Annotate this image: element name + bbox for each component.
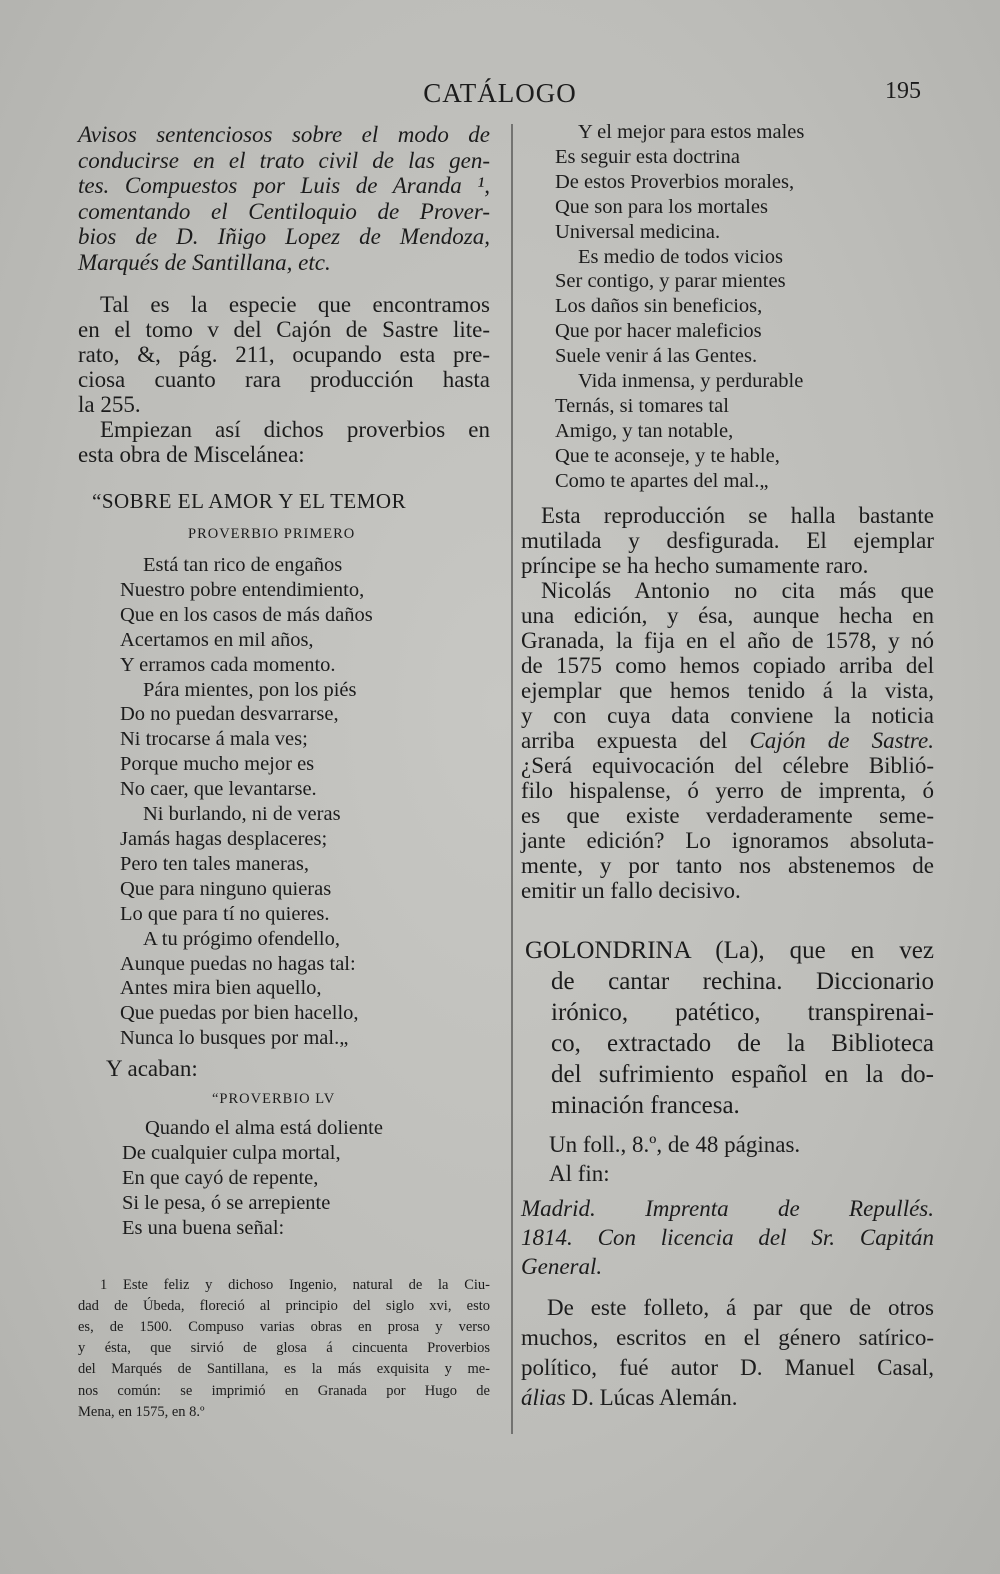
title-line: conducirse en el trato civil de las gen-: [78, 147, 490, 173]
italic-title-run: Cajón de Sastre.: [749, 727, 934, 753]
paragraph-line: esta obra de Miscelánea:: [78, 442, 305, 467]
imprint: [521, 1194, 934, 1281]
footnote-line: 1 Este feliz y dichoso Ingenio, natural de la Ciu-: [100, 1276, 490, 1293]
verse-line: Antes mira bien aquello,: [120, 977, 322, 1000]
verse-line: Nuestro pobre entendimiento,: [120, 578, 365, 601]
entry-title: [78, 122, 490, 275]
paragraph-line: muchos, escritos en el género satírico-: [521, 1324, 934, 1350]
verse-line: Ser contigo, y parar mientes: [555, 270, 786, 293]
paragraph-line: príncipe se ha hecho sumamente raro.: [521, 552, 869, 578]
title-line: comentando el Centiloquio de Prover-: [78, 198, 490, 224]
verse-line: En que cayó de repente,: [122, 1166, 319, 1189]
entry-line: irónico, patético, transpirenai-: [551, 998, 934, 1026]
verse-line: Acertamos en mil años,: [120, 628, 314, 651]
verse-line: Universal medicina.: [555, 220, 721, 243]
title-line: tes. Compuestos por Luis de Aranda ¹,: [78, 173, 490, 198]
verse-line: Y erramos cada momento.: [120, 653, 336, 676]
paragraph-line: y con cuya data conviene la noticia: [521, 702, 934, 728]
verse-line: Que en los casos de más daños: [120, 603, 373, 626]
verse-line: Lo que para tí no quieres.: [120, 902, 330, 925]
imprint-line: General.: [521, 1253, 603, 1279]
column-divider: [511, 124, 513, 1434]
golondrina-entry: [521, 935, 934, 1121]
text-run: D. Lúcas Alemán.: [565, 1384, 738, 1410]
footnote-line: del Marqués de Santillana, es la más exquisita y me-: [78, 1361, 490, 1378]
verse-line: Ni trocarse á mala ves;: [120, 728, 308, 751]
footnote-line: Mena, en 1575, en 8.º: [78, 1403, 205, 1420]
paragraph-line: Empiezan así dichos proverbios en: [100, 417, 490, 442]
entry-article: (La),: [715, 936, 765, 964]
paragraph-line: [521, 1383, 934, 1413]
paragraph-right-3: [521, 1293, 934, 1413]
proverb-heading: PROVERBIO PRIMERO: [188, 526, 356, 542]
verse-line: Como te apartes del mal.„: [555, 469, 769, 492]
verse-block-3: [521, 120, 934, 494]
paragraph-line: es que existe verdaderamente seme-: [521, 802, 934, 828]
title-line: Marqués de Santillana, etc.: [78, 249, 331, 275]
paragraph-2: [78, 417, 490, 467]
entry-line: [525, 935, 934, 966]
verse-line: Vida inmensa, y perdurable: [578, 370, 804, 393]
paragraph-right-2: [521, 578, 934, 903]
verse-line: Pero ten tales maneras,: [120, 852, 309, 875]
running-header: CATÁLOGO: [423, 78, 577, 108]
verse-line: Que te aconseje, y te hable,: [555, 444, 780, 467]
paragraph-line: emitir un fallo decisivo.: [521, 877, 741, 903]
verse-line: De cualquier culpa mortal,: [122, 1142, 341, 1165]
text-run: que en vez: [789, 936, 935, 964]
paragraph-line: ciosa cuanto rara producción hasta: [78, 367, 490, 392]
verse-line: Aunque puedas no hagas tal:: [120, 952, 356, 975]
paragraph-line: ¿Será equivocación del célebre Biblió-: [521, 752, 934, 778]
title-line: Avisos sentenciosos sobre el modo de: [78, 122, 490, 147]
paragraph-line: en el tomo v del Cajón de Sastre lite-: [78, 317, 490, 342]
paragraph-line: [521, 728, 934, 753]
footnote: [78, 1275, 490, 1423]
footnote-line: y ésta, que sirvió de glosa á cincuenta Proverbios: [78, 1340, 490, 1357]
footnote-line: dad de Úbeda, floreció al principio del siglo xvi, esto: [78, 1297, 490, 1314]
y-acaban: Y acaban:: [106, 1056, 198, 1082]
footnote-line: es, de 1500. Compuso varias obras en prosa y verso: [78, 1319, 490, 1336]
entry-line: co, extractado de la Biblioteca: [551, 1029, 934, 1057]
entry-line: minación francesa.: [551, 1091, 740, 1119]
verse-line: Que son para los mortales: [555, 195, 768, 218]
paragraph-line: Nicolás Antonio no cita más que: [541, 577, 934, 603]
verse-block-1: [78, 553, 490, 1051]
paragraph-line: De este folleto, á par que de otros: [547, 1294, 934, 1320]
verse-line: Ternás, si tomares tal: [555, 394, 729, 417]
verse-line: Porque mucho mejor es: [120, 753, 315, 776]
title-line: bios de D. Iñigo Lopez de Mendoza,: [78, 224, 490, 249]
paragraph-line: una edición, y ésa, aunque hecha en: [521, 602, 934, 628]
verse-block-2: [78, 1116, 490, 1241]
italic-run: álias: [521, 1384, 566, 1410]
imprint-line: 1814. Con licencia del Sr. Capitán: [521, 1224, 934, 1250]
paragraph-line: filo hispalense, ó yerro de imprenta, ó: [521, 777, 934, 803]
proverb-heading-lv: “PROVERBIO LV: [212, 1091, 336, 1108]
paragraph-right-1: [521, 503, 934, 578]
footnote-line: nos común: se imprimió en Granada por Hugo de: [78, 1382, 490, 1399]
verse-line: Amigo, y tan notable,: [555, 419, 734, 442]
verse-line: Si le pesa, ó se arrepiente: [122, 1191, 331, 1214]
verse-line: Es seguir esta doctrina: [555, 145, 741, 168]
verse-line: Ni burlando, ni de veras: [143, 803, 341, 826]
paragraph-line: político, fué autor D. Manuel Casal,: [521, 1354, 934, 1380]
verse-line: Y el mejor para estos males: [578, 121, 805, 143]
verse-line: No caer, que levantarse.: [120, 778, 317, 801]
verse-line: Quando el alma está doliente: [145, 1117, 383, 1140]
entry-headword: GOLONDRINA: [525, 936, 691, 964]
verse-line: A tu prógimo ofendello,: [143, 927, 341, 950]
left-column: [78, 122, 490, 1423]
verse-line: Es medio de todos vicios: [578, 245, 783, 268]
verse-line: Que por hacer maleficios: [555, 320, 762, 343]
verse-line: Es una buena señal:: [122, 1216, 285, 1239]
paragraph-line: la 255.: [78, 392, 141, 417]
verse-line: Nunca lo busques por mal.„: [120, 1027, 349, 1050]
entry-line: del sufrimiento español en la do-: [551, 1060, 934, 1088]
section-heading: “SOBRE EL AMOR Y EL TEMOR: [92, 489, 407, 513]
right-column: [521, 120, 934, 1413]
verse-line: Jamás hagas desplaceres;: [120, 827, 328, 850]
verse-line: Suele venir á las Gentes.: [555, 345, 758, 368]
imprint-line: Madrid. Imprenta de Repullés.: [521, 1195, 934, 1221]
paragraph-1: [78, 292, 490, 417]
verse-line: De estos Proverbios morales,: [555, 170, 795, 193]
verse-line: Pára mientes, pon los piés: [143, 678, 357, 701]
paragraph-line: ejemplar que hemos tenido á la vista,: [521, 677, 934, 703]
entry-line: de cantar rechina. Diccionario: [551, 967, 934, 995]
verse-line: Do no puedan desvarrarse,: [120, 703, 339, 726]
al-fin-line: Al fin:: [549, 1160, 610, 1186]
paragraph-line: jante edición? Lo ignoramos absoluta-: [521, 827, 934, 853]
text-run: arriba expuesta del: [521, 727, 750, 753]
paragraph-line: Esta reproducción se halla bastante: [541, 502, 934, 528]
paragraph-line: de 1575 como hemos copiado arriba del: [521, 652, 934, 678]
foll-line: Un foll., 8.º, de 48 páginas.: [549, 1131, 801, 1157]
paragraph-line: mente, y por tanto nos abstenemos de: [521, 852, 934, 878]
paragraph-line: mutilada y desfigurada. El ejemplar: [521, 527, 934, 553]
verse-line: Que puedas por bien hacello,: [120, 1002, 359, 1025]
verse-line: Está tan rico de engaños: [143, 554, 343, 576]
paragraph-line: rato, &, pág. 211, ocupando esta pre-: [78, 342, 490, 367]
paragraph-line: Tal es la especie que encontramos: [100, 292, 490, 317]
paragraph-line: Granada, la fija en el año de 1578, y nó: [521, 627, 934, 653]
verse-line: Los daños sin beneficios,: [555, 295, 763, 318]
page-number: 195: [885, 78, 921, 104]
verse-line: Que para ninguno quieras: [120, 877, 332, 900]
